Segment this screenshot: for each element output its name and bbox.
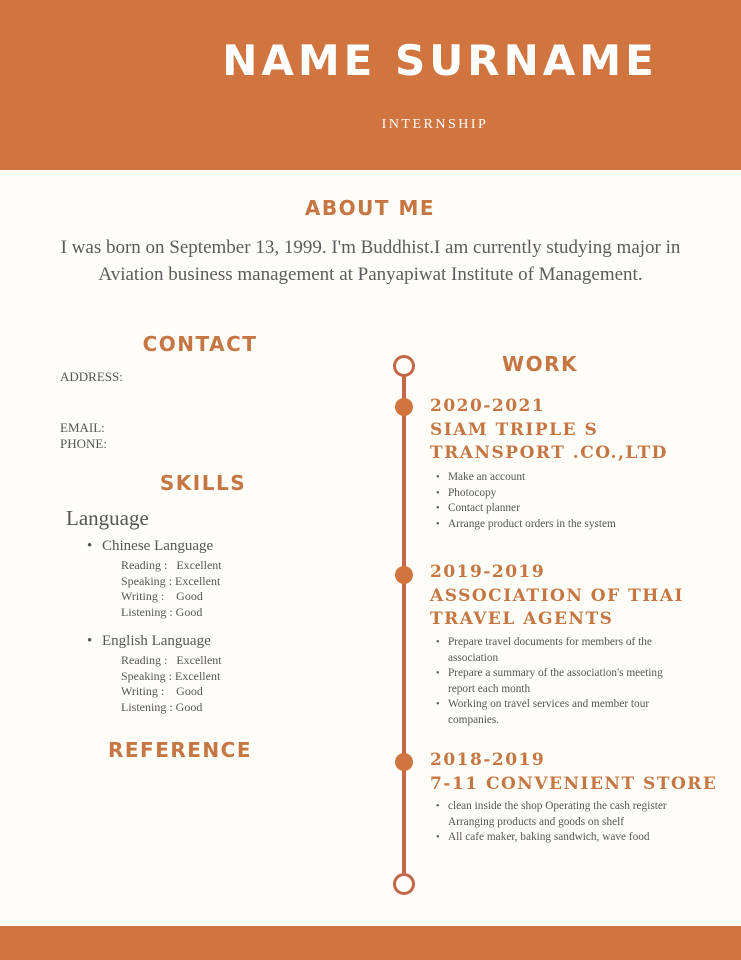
footer-banner xyxy=(0,926,741,960)
skill-row: Reading : Excellent xyxy=(121,558,222,572)
job-task-list xyxy=(432,470,697,532)
list-item: • Photocopy xyxy=(432,486,697,502)
job-years: 2019-2019 xyxy=(430,562,546,582)
timeline-dot xyxy=(395,398,413,416)
reference-title: REFERENCE xyxy=(107,738,253,762)
skill-row: Writing : Good xyxy=(121,589,203,604)
list-item: • Prepare a summary of the association's meeting report each month xyxy=(432,666,682,697)
list-item: • Prepare travel documents for members of the association xyxy=(432,635,682,666)
header-banner xyxy=(0,0,741,170)
job-task-list xyxy=(432,799,677,846)
job-heading xyxy=(430,749,717,796)
job-company: TRAVEL AGENTS xyxy=(430,609,614,629)
about-text: I was born on September 13, 1999. I'm Buddhist.I am currently studying major in Aviation business management at Panyapiwat Institute of Management. xyxy=(60,237,681,285)
job-company: ASSOCIATION OF THAI xyxy=(430,585,684,606)
language-name: Chinese Language xyxy=(102,538,214,554)
timeline-line xyxy=(402,376,406,873)
timeline-dot xyxy=(395,566,413,584)
job-company: TRANSPORT .CO.,LTD xyxy=(430,443,668,463)
candidate-role: INTERNSHIP xyxy=(381,117,489,132)
contact-title: CONTACT xyxy=(142,332,258,356)
job-company: 7-11 CONVENIENT STORE xyxy=(430,773,718,794)
language-heading: Language xyxy=(66,506,149,530)
skill-row: Writing : Good xyxy=(121,684,203,699)
address-label: ADDRESS: xyxy=(60,369,123,384)
skill-row: Listening : Good xyxy=(121,604,203,619)
skill-row: Speaking : Excellent xyxy=(121,668,221,683)
language-item-english: • English Language Reading : Excellent Speaking : Excellent Writing : Good Listening : Good xyxy=(87,633,222,714)
skill-row: Listening : Good xyxy=(121,699,203,714)
job-years: 2020-2021 xyxy=(430,396,546,416)
language-name: English Language xyxy=(102,633,211,649)
timeline-start-ring xyxy=(393,355,415,377)
list-item: • All cafe maker, baking sandwich, wave food xyxy=(432,830,677,846)
job-heading xyxy=(430,561,684,632)
phone-label: PHONE: xyxy=(60,436,107,451)
job-task-list xyxy=(432,635,682,729)
about-title: ABOUT ME xyxy=(304,196,436,220)
work-title: WORK xyxy=(502,352,578,376)
candidate-name: NAME SURNAME xyxy=(222,36,658,85)
email-label: EMAIL: xyxy=(60,420,105,435)
skills-title: SKILLS xyxy=(159,471,247,495)
list-item: • Arrange product orders in the system xyxy=(432,517,697,533)
list-item: • Working on travel services and member tour companies. xyxy=(432,697,682,728)
skill-row: Reading : Excellent xyxy=(121,653,222,667)
timeline-end-ring xyxy=(393,873,415,895)
list-item: • clean inside the shop Operating the cash register Arranging products and goods on shelf xyxy=(432,799,677,830)
language-item-chinese: • Chinese Language Reading : Excellent Speaking : Excellent Writing : Good Listening : Good xyxy=(87,538,222,619)
job-company: SIAM TRIPLE S xyxy=(430,419,599,440)
list-item: • Contact planner xyxy=(432,501,697,517)
list-item: • Make an account xyxy=(432,470,697,486)
timeline-dot xyxy=(395,753,413,771)
job-heading xyxy=(430,395,668,466)
skill-row: Speaking : Excellent xyxy=(121,573,221,588)
job-years: 2018-2019 xyxy=(430,750,546,770)
